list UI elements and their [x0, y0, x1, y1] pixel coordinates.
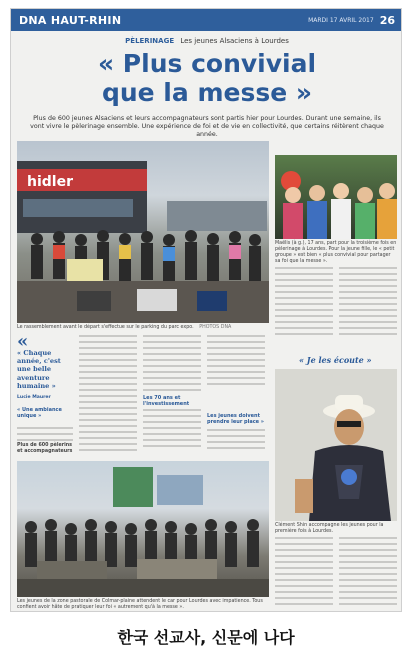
article-kicker [11, 37, 402, 45]
photo-credit: PHOTOS DNA [199, 325, 232, 330]
subhead-people: Plus de 600 pèlerins et accompagnateurs [17, 443, 73, 454]
crowd-illustration [17, 461, 269, 597]
body-column-3 [207, 335, 265, 395]
interview-box-title: « Je les écoute » [299, 355, 372, 365]
bus-lettering: hidler [27, 174, 73, 190]
right-text-column-a [275, 267, 333, 343]
interview-text-column-a [275, 537, 333, 609]
smiling-group-photo [275, 155, 397, 239]
interview-text-column-b [339, 537, 397, 609]
missionary-photo [275, 369, 397, 521]
korean-caption: 한국 선교사, 신문에 나다 [117, 628, 295, 647]
bus-group-illustration [17, 141, 269, 323]
smiling-group-illustration [275, 155, 397, 239]
headline-line-1: « Plus convivial [97, 49, 317, 78]
bus-caption-text: Le rassemblement avant le départ s'effectue sur le parking du parc expo. [17, 325, 194, 330]
headline-line-2: que la messe » [101, 78, 313, 107]
kicker-topic: Les jeunes Alsaciens à Lourdes [180, 37, 289, 45]
subhead-coeur: Les 70 ans et l'investissement [143, 395, 190, 407]
subhead-first: Les jeunes doivent prendre leur place » [207, 413, 265, 425]
bus-group-photo [17, 141, 269, 323]
article-headline [11, 49, 402, 107]
missionary-caption: Clément Shin accompagne les jeunes pour la première fois à Lourdes. [275, 523, 384, 534]
body-column-2b [143, 409, 201, 459]
bus-photo-caption [17, 325, 269, 331]
body-column-3b [207, 429, 265, 459]
kicker-section: PÈLERINAGE [125, 37, 175, 45]
subhead-atmosphere: « Une ambiance unique » [17, 407, 62, 419]
crowd-photo [17, 461, 269, 597]
body-column-1 [79, 335, 137, 459]
group-photo-caption: Maëlis (à g.), 17 ans, part pour la troisième fois en pèlerinage à Lourdes. Pour la jeune fille, le « petit groupe » est bien « plus convivial pour partager sa foi que la messe ». [275, 241, 397, 264]
pull-quote [17, 331, 73, 390]
article-lead: Plus de 600 jeunes Alsaciens et leurs accompagnateurs sont partis hier pour Lourdes. Durant une semaine, ils vont vivre le pèlerinage ensemble. Une expérience de foi et de vie en collectivité, que certains réitèrent chaque année. [30, 115, 384, 138]
article-byline: Lucie Maurer [17, 395, 51, 400]
quote-mark-icon: « [17, 331, 29, 352]
newspaper-page [10, 8, 402, 612]
page-number: 26 [379, 13, 395, 27]
pull-quote-text: « Chaque année, c'est une belle aventure humaine » [17, 349, 61, 390]
newspaper-brand: DNA HAUT-RHIN [19, 13, 122, 27]
masthead-bar [11, 9, 402, 31]
crowd-photo-caption: Les jeunes de la zone pastorale de Colmar-plaine attendent le car pour Lourdes avec impatience. Tous confient avoir hâte de pratiquer leur foi « autrement qu'à la messe ». [17, 599, 263, 610]
missionary-illustration [275, 369, 397, 521]
issue-date: MARDI 17 AVRIL 2017 [308, 16, 374, 24]
right-text-column-b [339, 267, 397, 343]
